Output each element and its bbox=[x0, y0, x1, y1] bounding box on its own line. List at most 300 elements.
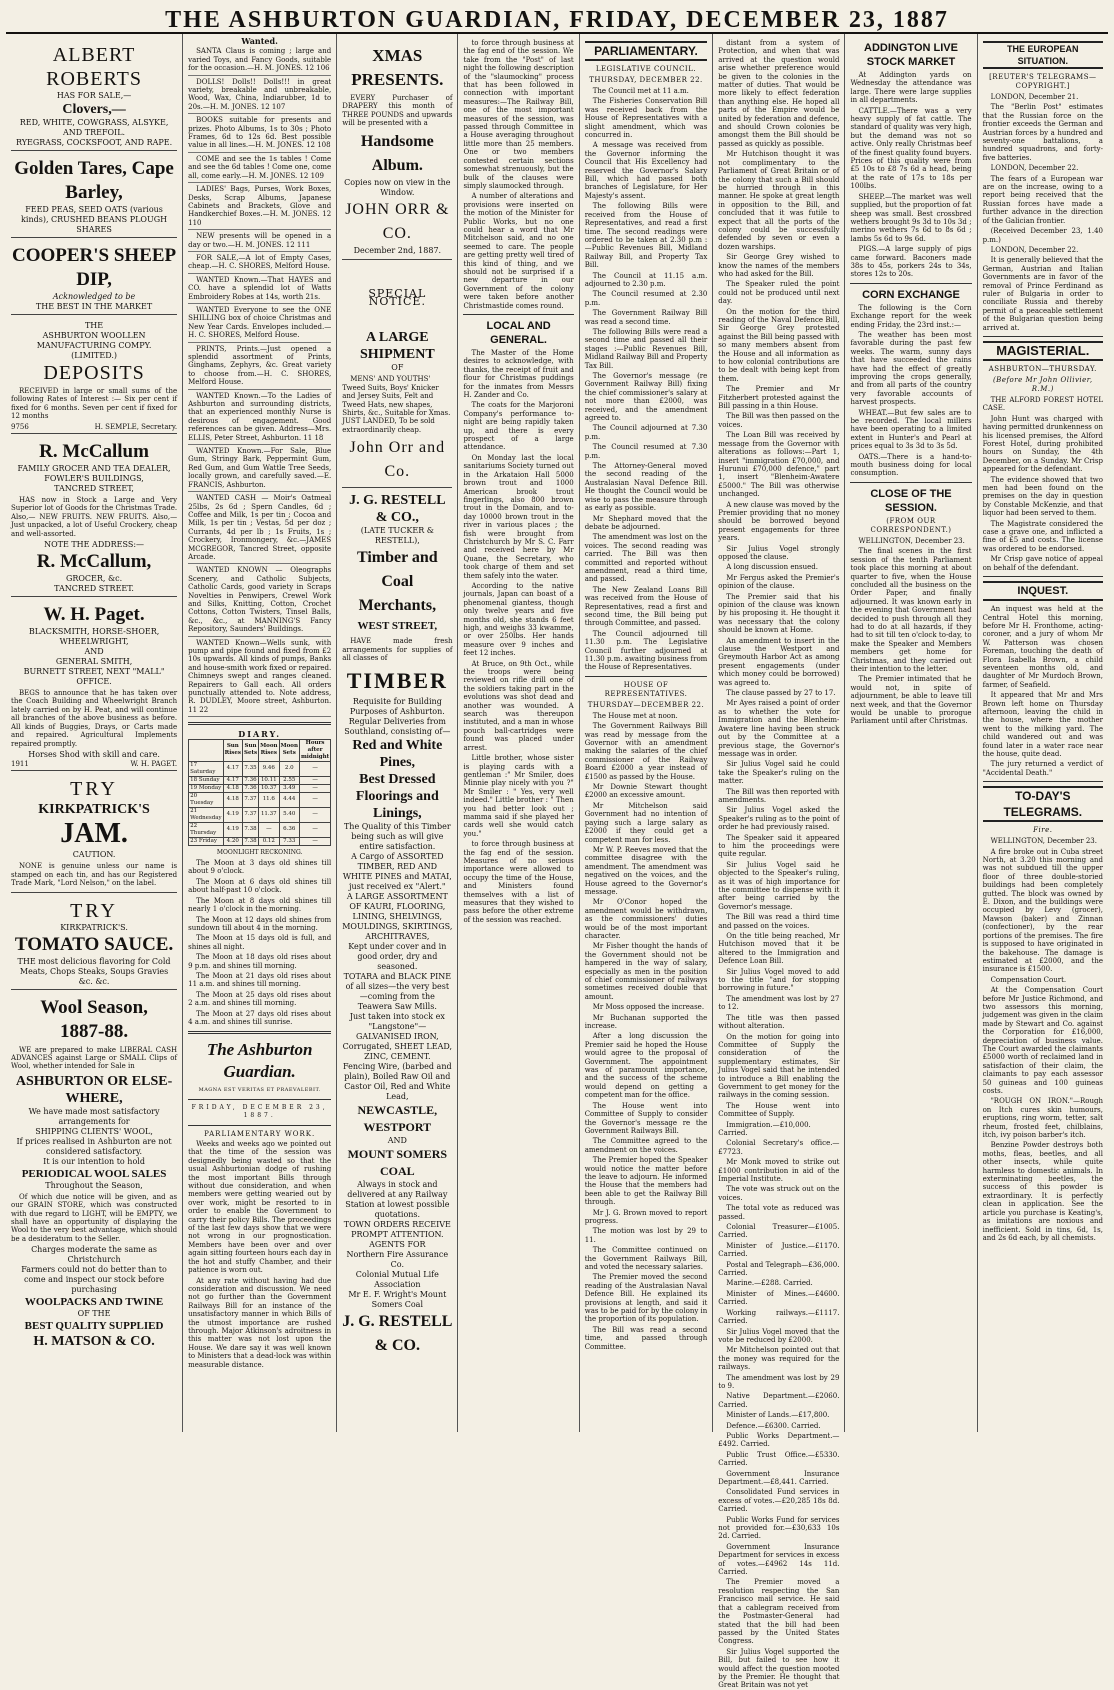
inquest-title: INQUEST. bbox=[983, 581, 1103, 601]
restell-redpine: Red and White Pines, bbox=[352, 737, 443, 770]
divider bbox=[983, 576, 1103, 577]
woollen-line3: MANUFACTURING COMPY. bbox=[36, 341, 152, 350]
mccallum-line2: FOWLER'S BUILDINGS, bbox=[44, 474, 144, 484]
parliamentary-work-continued bbox=[463, 39, 573, 310]
diary-row bbox=[189, 761, 331, 776]
corn-exchange-report bbox=[850, 304, 971, 478]
stock-paragraph: SHEEP.—The market was well supplied, but the proportion of fat sheep was small. Best crossbred wethers brought 9s 3d to 10s 3d ; merino wethers 7s 6d to 8s 6d ; lambs 5s 6d to 9s 6d. bbox=[850, 192, 972, 243]
proceedings-paragraph: The Council resumed at 7.30 p.m. bbox=[584, 443, 708, 460]
proceedings-paragraph: The following Bills were read a second time and passed all their stages :—Public Revenues Bill, Midland Railway Bill and Property Tax Bill. bbox=[584, 327, 708, 370]
sauce-name: KIRKPATRICK'S. bbox=[60, 922, 128, 932]
moonlight-item: The Moon at 18 days old rises about 9 p.m. and shines till morning. bbox=[188, 953, 332, 970]
diary-header-cell: Sun Sets bbox=[242, 739, 258, 761]
roberts-line4: RYEGRASS, COCKSFOOT, AND RAPE. bbox=[15, 138, 173, 147]
divider bbox=[850, 283, 971, 284]
column-markets-session bbox=[845, 34, 977, 1432]
proceedings-paragraph: The Speaker said it appeared to him the proceedings were quite regular. bbox=[718, 833, 840, 859]
session-paragraph: WELLINGTON, December 23. bbox=[858, 536, 965, 545]
nameplate: The Ashburton Guardian. bbox=[206, 1040, 313, 1082]
proceedings-paragraph: Government Insurance Department.—£8,441. Carried. bbox=[718, 1469, 840, 1486]
corn-paragraph: The following is the Corn Exchange report for the week ending Friday, the 23rd inst.:— bbox=[850, 303, 972, 329]
moonlight-item: The Moon at 12 days old shines from sundown till about 4 in the morning. bbox=[188, 915, 332, 932]
wool-line9: Charges moderate the same as Christchurch bbox=[31, 1245, 158, 1265]
diary-cell: 4.19 bbox=[223, 822, 242, 837]
moonlight-title: MOONLIGHT RECKONING. bbox=[216, 848, 303, 856]
european-situation-article bbox=[983, 93, 1103, 332]
euro-paragraph: (Received December 23, 1.40 p.m.) bbox=[982, 227, 1103, 244]
restell-agent3: Mr E. F. Wright's Mount Somers Coal bbox=[348, 1289, 447, 1309]
proceedings-paragraph: The Committee agreed to the amendment on the voices. bbox=[584, 1137, 708, 1154]
proceedings-paragraph: Public Works Fund for services not provided for.—£30,633 10s 2d. Carried. bbox=[718, 1515, 840, 1541]
stock-market-report bbox=[850, 71, 971, 279]
local-item: The Master of the Home desires to acknowledge, with thanks, the receipt of fruit and flour for Christmas puddings for the inmates from Messrs H. Zander and Co. bbox=[463, 349, 574, 400]
proceedings-paragraph: The House went into Committee of Supply to consider the Governor's message re the Government Railways Bill. bbox=[584, 1101, 708, 1135]
xmas-album: Handsome Album. bbox=[360, 132, 434, 174]
sauce-line2: Meats, Chops Steaks, Soups Gravies bbox=[19, 966, 169, 976]
proceedings-paragraph: Colonial Treasurer—£1005. Carried. bbox=[718, 1223, 840, 1240]
diary-cell: 9.46 bbox=[259, 761, 279, 776]
diary-table bbox=[188, 739, 331, 846]
paget-num: 1911 bbox=[11, 759, 29, 768]
ad-golden-tares bbox=[11, 155, 177, 238]
proceedings-paragraph: The title was then passed without alteration. bbox=[718, 1013, 840, 1031]
restell-taken: Just taken into stock ex "Langstone"— GALVANISED IRON, Corrugated, SHEET LEAD, ZINC, CEMENT. bbox=[342, 1011, 453, 1061]
proceedings-paragraph: On the title being reached, Mr Hutchison moved that it be altered to the Immigration and Defence Loan Bill. bbox=[718, 932, 840, 966]
diary-body bbox=[189, 761, 331, 845]
shipment-body: MENS' AND YOUTHS' Tweed Suits, Boys' Knicker and Jersey Suits, Felt and Tweed Hats, new shapes, Shirts, &c., Suitable for Xmas. JUST LANDED, To be sold extraordinarily cheap. bbox=[342, 375, 451, 434]
proceedings-paragraph: Minister of Justice.—£1170. Carried. bbox=[718, 1241, 840, 1259]
diary-cell: 4.17 bbox=[223, 761, 242, 776]
inquest-article bbox=[983, 605, 1103, 777]
proceedings-paragraph: The New Zealand Loans Bill was received from the House of Representatives, read a first and second time, the Bill being put through Committee, and passed. bbox=[584, 585, 708, 628]
diary-cell: 21 Wednesday bbox=[190, 807, 222, 821]
xmas-title: XMAS PRESENTS. bbox=[351, 46, 444, 89]
column-local-general bbox=[458, 34, 579, 1432]
proceedings-paragraph: The House met at noon. bbox=[592, 711, 678, 720]
house-proceedings-continued bbox=[718, 39, 839, 1690]
diary-cell: 7.38 bbox=[242, 822, 258, 837]
proceedings-paragraph: Mr Shephard moved that the debate be adjourned. bbox=[584, 514, 708, 531]
restell-quality: The Quality of this Timber being such as will give entire satisfaction. bbox=[343, 821, 451, 851]
restell-req: Requisite for Building Purposes of Ashburton. bbox=[349, 696, 445, 716]
proceedings-paragraph: Sir Julius Vogel moved that the vote be reduced by £2000. bbox=[718, 1327, 840, 1344]
restell-coalbody: Always in stock and delivered at any Railway Station at lowest possible quotations. bbox=[345, 1179, 450, 1219]
proceedings-paragraph: The Attorney-General moved the second reading of the Australasian Naval Defence Bill. He thought the Council would be wise to pass the measure through as early as possible. bbox=[584, 462, 708, 513]
proceedings-paragraph: Mr Mitchelson pointed out that the money was required for the railways. bbox=[718, 1346, 840, 1372]
close-sub: (FROM OUR CORRESPONDENT.) bbox=[870, 516, 952, 534]
roberts-name: ALBERT ROBERTS bbox=[46, 44, 142, 90]
telegrams-title: TO-DAY'S TELEGRAMS. bbox=[983, 786, 1103, 822]
wool-line1: ASHBURTON OR ELSE- bbox=[15, 1073, 173, 1089]
diary-cell: 10.11 bbox=[259, 776, 279, 784]
proceedings-paragraph: The Government Railways Bill was read by message from the Governor with an amendment making the salaries of the chief commissioner of the Railway Board £2000 a year instead of £1500 as passed by the House. bbox=[584, 722, 708, 781]
column-wanted-diary bbox=[183, 34, 337, 1432]
column-orr-restell bbox=[337, 34, 458, 1432]
diary-cell: 7.37 bbox=[242, 792, 258, 807]
proceedings-paragraph: Minister of Mines.—£4600. Carried. bbox=[718, 1289, 840, 1307]
proceedings-paragraph: The Premier said that his opinion of the clause was known by his proposing it. He thought it was necessary that the colony should be known at Home. bbox=[718, 592, 840, 635]
deposits-num: 9756 bbox=[11, 422, 29, 431]
stock-paragraph: CATTLE.—There was a very heavy supply of fat cattle. The standard of quality was very high, but the demand was not so active. Only really Christmas beef of the finest quality found buyers. Prices of this quality were from £5 10s to £8 7s 6d a head, being at the rate of 17s to 18s per 100lbs. bbox=[850, 106, 972, 191]
classified-ad: PRINTS, Prints.—Just opened a splendid assortment of Prints, Ginghams, Zephyrs, &c. Great variety to choose from.—H. C. SHORES, Melford House. bbox=[188, 345, 331, 390]
diary-header-cell: Sun Rises bbox=[223, 739, 242, 761]
wool-line12: OF THE bbox=[77, 1309, 111, 1319]
diary-cell: 11.37 bbox=[259, 807, 279, 822]
divider bbox=[983, 781, 1103, 782]
roberts-line3: RED, WHITE, COWGRASS, ALSYKE, AND TREFOIL. bbox=[19, 118, 169, 137]
jam-title: JAM. bbox=[60, 818, 128, 850]
masthead: THE ASHBURTON GUARDIAN, FRIDAY, DECEMBER 23, 1887 bbox=[6, 4, 1108, 34]
diary-cell: 2.55 bbox=[279, 776, 299, 784]
diary-cell: 4.18 bbox=[223, 792, 242, 807]
legislative-council: LEGISLATIVE COUNCIL. bbox=[595, 65, 697, 73]
house-of-reps: HOUSE OF REPRESENTATIVES. bbox=[604, 680, 688, 698]
mccallum-body: HAS now in Stock a Large and Very Superior lot of Goods for the Christmas Trade. Also,— NEW FRUITS. NEW FRUITS. Also,—Just unpacked, a lot of Useful Crockery, cheap and well-assorted. bbox=[11, 496, 178, 538]
classified-ad: COME and see the 1s tables ! Come and see the 6d tables ! Come one, come all, come early.—H. M. JONES. 12 109 bbox=[188, 155, 331, 183]
magisterial-article bbox=[983, 396, 1103, 572]
ad-coopers-sheep-dip bbox=[11, 242, 177, 315]
mccallum-line5: TANCRED STREET. bbox=[54, 584, 134, 594]
proceedings-paragraph: The Government Railway Bill was read a second time. bbox=[584, 309, 708, 326]
inquest-paragraph: An inquest was held at the Central Hotel this morning, before Mr H. Fronthome, acting-coroner, and a jury of whom Mr W. Patterson was chosen Foreman, touching the death of Flora Isabella Brown, a child seventeen months old, and daughter of Mr Murdoch Brown, farmer, of Seafield. bbox=[982, 605, 1103, 689]
session-paragraph: The Premier intimated that he would not, in spite of adjournment, be able to leave till next week, and that the Governor would be unable to prorogue Parliament until after Christmas. bbox=[850, 675, 972, 726]
jam-name: KIRKPATRICK'S bbox=[38, 802, 150, 818]
proceedings-paragraph: Working railways.—£1117. Carried. bbox=[718, 1308, 840, 1326]
xmas-date: December 2nd, 1887. bbox=[353, 245, 442, 255]
ad-wool-season bbox=[11, 994, 177, 1353]
xmas-sig: JOHN ORR & CO. bbox=[345, 200, 450, 242]
diary-cell: 7.33 bbox=[279, 837, 299, 845]
proceedings-paragraph: The Council adjourned till 11.30 p.m. The Legislative Council further adjourned at 11.30 p.m. awaiting business from the House of Representatives. bbox=[584, 629, 708, 672]
proceedings-paragraph: The Council met at 11 a.m. bbox=[592, 87, 689, 95]
telegrams-article bbox=[983, 837, 1103, 1242]
stock-paragraph: At Addington yards on Wednesday the attendance was large. There were large supplies in all departments. bbox=[850, 71, 972, 105]
proceedings-paragraph: The Council adjourned at 7.30 p.m. bbox=[584, 424, 708, 441]
stock-paragraph: PIGS.—A large supply of pigs came forward. Baconers made 38s to 45s, porkers 24s to 34s, stores 12s to 20s. bbox=[850, 245, 972, 279]
wanted-title: Wanted. bbox=[241, 36, 278, 46]
proceedings-paragraph: Defence.—£6300. Carried. bbox=[726, 1421, 821, 1430]
wool-line6: It is our intention to hold bbox=[43, 1156, 145, 1166]
local-item: The coats for the Marjoroni Company's performance to-night are being rapidly taken up, and there is every prospect of a large attendance. bbox=[463, 401, 574, 452]
wool-line7: PERIODICAL WOOL SALES bbox=[21, 1167, 167, 1180]
xmas-note: Copies now on view in the Window. bbox=[344, 177, 451, 197]
moonlight-item: The Moon at 3 days old shines till about 9 o'clock. bbox=[188, 859, 332, 876]
mccallum-note: NOTE THE ADDRESS:— bbox=[44, 540, 145, 550]
diary-cell: 23 Friday bbox=[189, 837, 224, 845]
magisterial-before: (Before Mr John Ollivier, R.M.) bbox=[992, 375, 1093, 393]
roberts-clovers: Clovers,— bbox=[62, 102, 126, 117]
legislative-council-proceedings bbox=[585, 87, 708, 672]
diary-cell: 2.0 bbox=[279, 761, 299, 776]
euro-paragraph: The fears of a European war are on the increase, owing to a report being received that the Russian forces have made a further advance in the direction of the Galician frontier. bbox=[982, 174, 1103, 225]
classified-ad: WANTED Known—Wells sunk, with pump and pipe found and fixed from £2 10s upwards. All kinds of pumps, Banks and house-smith work fixed or repaired. Chimneys swept and ranges cleaned. Repairers to Gall each. All orders punctually attended to. Note address, R. DUDLEY, Moore street, Ashburton. 11 22 bbox=[188, 639, 331, 718]
local-item: On Monday last the local sanitariums Society turned out in the Arkataion Hall 5000 brown trout and 1000 American brook trout fingerlings, also 800 brown trout in the Domain, and to-day 10000 brown trout in the river in various places ; the fish were brought from Christchurch by Mr S. C. Farr and received here by Mr Quane, the Secretary, who took charge of them and set them safely into the water. bbox=[463, 453, 574, 580]
proceedings-paragraph: The Speaker ruled the point could not be produced until next day. bbox=[718, 280, 840, 306]
diary-header-cell bbox=[189, 739, 224, 761]
paget-footer bbox=[11, 760, 177, 768]
divider bbox=[188, 1099, 331, 1100]
wool-line10: Farmers could not do better than to come and inspect our stock before purchasing bbox=[21, 1265, 167, 1295]
proceedings-paragraph: The amendment was lost on the voices. The second reading was carried. The Bill was then committed and reported without amendment, read a third time, and passed. bbox=[584, 533, 708, 584]
magisterial-paragraph: THE ALFORD FOREST HOTEL CASE. bbox=[982, 395, 1103, 413]
diary-row bbox=[189, 784, 331, 792]
magisterial-paragraph: John Hunt was charged with having permitted drunkenness on his licensed premises, the Alford Forest Hotel, during prohibited hours on Sunday, the 4th December, on a Sunday. Mr Crisp appeared for the defendant. bbox=[982, 414, 1103, 474]
restell-agent2: Colonial Mutual Life Association bbox=[355, 1269, 439, 1289]
special-notice: SPECIAL NOTICE. bbox=[368, 286, 427, 309]
diary-cell: — bbox=[299, 776, 330, 784]
divider bbox=[188, 1031, 331, 1034]
tares-title: Golden Tares, Cape Barley, bbox=[14, 158, 174, 203]
magisterial-title: MAGISTERIAL. bbox=[983, 341, 1103, 361]
restell-best: Best Dressed Floorings and Linings, bbox=[355, 771, 439, 821]
wool-years: 1887-88. bbox=[60, 1020, 129, 1042]
proceedings-paragraph: Mr O'Conor hoped the amendment would be withdrawn, as the commissioners' duties would be of the most important character. bbox=[584, 898, 708, 940]
diary-cell: 19 Monday bbox=[190, 784, 222, 791]
shipment-title: A LARGE SHIPMENT bbox=[359, 330, 435, 363]
paget-line1: BLACKSMITH, HORSE-SHOER, WHEELWRIGHT, bbox=[28, 627, 160, 647]
proceedings-paragraph: A long discussion ensued. bbox=[726, 563, 818, 572]
proceedings-paragraph: Colonial Secretary's office.—£7723. bbox=[718, 1139, 840, 1156]
diary-cell: 4.18 bbox=[223, 784, 242, 792]
lc-date: THURSDAY, DECEMBER 22. bbox=[589, 76, 703, 84]
proceedings-paragraph: Public Trust Office.—£5330. Carried. bbox=[718, 1450, 840, 1468]
classified-ad: DOLLS! Dolls!! Dolls!!! in great variety, breakable and unbreakable, Wood, Wax, China, Indiarubber, 1d to 20s.—H. M. JONES. 12 107 bbox=[188, 78, 331, 115]
restell-totara: TOTARA and BLACK PINE of all sizes—the very best—coming from the Teawera Saw Mills. bbox=[343, 971, 452, 1011]
dateline: FRIDAY, DECEMBER 23, 1887. bbox=[191, 1103, 328, 1120]
tares-line: FEED PEAS, SEED OATS (various kinds), CRUSHED BEANS PLOUGH SHARES bbox=[21, 205, 168, 234]
proceedings-paragraph: The House went into Committee of Supply. bbox=[718, 1101, 840, 1119]
jam-body: NONE is genuine unless our name is stamped on each tin, and has our Registered Trade Mark, "Lord Nelson," on the label. bbox=[11, 862, 178, 888]
classified-ad: WANTED Known.—That HAYES and CO. have a splendid lot of Watts Embroidery Robes at 14s, worth 21s. bbox=[188, 276, 331, 304]
euro-paragraph: LONDON, December 21. bbox=[990, 93, 1079, 101]
proceedings-paragraph: The Committee continued on the Government Railways Bill, and voted the necessary salaries. bbox=[584, 1246, 708, 1271]
diary-cell: — bbox=[299, 784, 330, 792]
paget-body: BEGS to announce that he has taken over the Coach Building and Wheelwright Branch lately carried on by H. Peat, and will continue all branches of the above business as before. All kinds of Buggies, Drays, or Carts made and repaired. Agricultural Implements repaired promptly. bbox=[11, 689, 178, 748]
wool-line5: If prices realised in Ashburton are not considered satisfactory. bbox=[16, 1136, 172, 1156]
magisterial-paragraph: The evidence showed that two men had been found on the premises on the day in question by Constable McKenzie, and that liquor had been served to them. bbox=[982, 475, 1103, 518]
wanted-ads-list bbox=[188, 47, 331, 717]
proceedings-paragraph: Minister of Lands.—£17,800. bbox=[726, 1411, 830, 1420]
telegram-paragraph: A fire broke out in Cuba street North, at 3.20 this morning and was not subdued till the upper floor of three double-storied buildings had been completely gutted. The block was owned by E. Dixon, and the buildings were occupied by Levy (grocer), Mawson (baker) and Zinnan (confectioner), by the rear portions of the premises. The fire is supposed to have originated in the bakehouse. The damage is estimated at £2000, and the insurance is £1500. bbox=[982, 847, 1103, 974]
column-advertisements-1 bbox=[6, 34, 183, 1432]
diary-cell: 6.36 bbox=[279, 822, 299, 837]
proceedings-paragraph: The Fisheries Conservation Bill was received back from the House of Representatives with a slight amendment, which was concurred in. bbox=[584, 97, 708, 140]
cooper-title: COOPER'S SHEEP DIP, bbox=[11, 245, 177, 290]
hr-date: THURSDAY—DECEMBER 22. bbox=[587, 700, 705, 709]
classified-ad: WANTED KNOWN — Oleographs Scenery, and Catholic Subjects, Catholic Cards, good variety in Scraps Novelties in Penwipers, Crewel Work and Silks, Knitting, Cotton, Crochet Cottons, Cotton Twisters, Tinsel Balls, &c., &c., at MANNING'S Fancy Repository, Saunders' Buildings. bbox=[188, 566, 331, 636]
article-paragraph: A number of alterations and provisions were inserted on the motion of the Minister for Public Works, but no one could hear a word that Mr Mitchelson said, and no one seemed to care. The people are getting pretty well tired of this kind of thing, and we should not be surprised if a new departure in our Government of the colony were taken before another Christmastide comes round. bbox=[463, 192, 574, 310]
roberts-line1: HAS FOR SALE,— bbox=[56, 91, 132, 100]
proceedings-paragraph: Sir Julius Vogel strongly opposed the clause. bbox=[718, 544, 840, 561]
local-item: According to the native journals, Japan can boast of a phenomenal giantess, though only twelve years and five months old, she stands 6 feet high, and weighs 33 kwamme, or over 250lbs. Her hands measure over 9 inches and feet 12 inches. bbox=[463, 581, 574, 658]
paget-line5: Horses Shod with skill and care. bbox=[28, 749, 160, 759]
diary-cell: 3.49 bbox=[279, 784, 299, 792]
euro-sub: [REUTER'S TELEGRAMS—COPYRIGHT.] bbox=[989, 73, 1097, 90]
column-parliamentary bbox=[580, 34, 714, 1432]
proceedings-paragraph: Mr Buchanan supported the increase. bbox=[584, 1013, 708, 1031]
proceedings-paragraph: Mr W. P. Reeves moved that the committee disagree with the amendment. The amendment was negatived on the voices, and the House agreed to the Governor's message. bbox=[584, 845, 708, 896]
proceedings-paragraph: The amendment was lost by 27 to 12. bbox=[718, 994, 840, 1012]
diary-cell: 7.36 bbox=[244, 776, 257, 783]
restell-coal: MOUNT SOMERS COAL bbox=[347, 1146, 448, 1178]
proceedings-paragraph: Mr Mitchelson said Government had no intention of paying such a large salary as £2000 if they could get a competent man for less. bbox=[584, 801, 708, 844]
column-proceedings-markets bbox=[713, 34, 845, 1690]
telegram-paragraph: Benzine Powder destroys both moths, fleas, beetles, and all other insects, while quite harmless to domestic animals. In exterminating beetles, the success of this powder is extraordinary. It is perfectly clean in application. See the article you purchase is Keating's, as imitations are noxious and inefficient. Sold in tins, 6d, 1s, and 2s 6d each, by all chemists. bbox=[982, 1141, 1103, 1242]
euro-paragraph: The "Berlin Post" estimates that the Russian force on the frontier exceeds the German and Austrian forces by a hundred and seventy-one battalions, a hundred squadrons, and forty-five batteries. bbox=[982, 103, 1103, 162]
diary-cell: — bbox=[299, 837, 330, 845]
proceedings-paragraph: Sir George Grey wished to know the names of the members who had asked for the Bill. bbox=[718, 253, 840, 278]
mccallum-line1: FAMILY GROCER AND TEA DEALER, bbox=[17, 464, 171, 474]
deposits-sig: H. SEMPLE, Secretary. bbox=[94, 422, 178, 431]
house-proceedings bbox=[585, 712, 708, 1351]
shipment-of: OF bbox=[391, 363, 404, 373]
proceedings-paragraph: The clause passed by 27 to 17. bbox=[726, 689, 836, 698]
moonlight-item: The Moon at 27 days old rises about 4 a.m. and shines till sunrise. bbox=[188, 1009, 332, 1026]
proceedings-paragraph: Mr Ayes raised a point of order as to whether the vote for Immigration and the Blenheim-Awatere line having been struck out by the Committee at a previous stage, the Governor's message was in order. bbox=[718, 699, 840, 758]
diary-cell: — bbox=[299, 807, 330, 822]
diary-cell: 20 Tuesday bbox=[189, 792, 224, 807]
wool-line4: SHIPPING CLIENTS' WOOL, bbox=[35, 1126, 153, 1136]
diary-header-cell: Moon Sets bbox=[279, 739, 299, 761]
ad-mccallum bbox=[11, 438, 177, 597]
proceedings-paragraph: A message was received from the Governor informing the Council that His Excellency had reserved the Governor's Salary Bill, which had passed both branches of Legislature, for Her Majesty's assent. bbox=[584, 141, 708, 200]
article-paragraph: to force through business at the fag end of the session. We take from the "Post" of last night the following description of the "slaumocking" process that has been followed in connection with important measures:—The Railway Bill, one of the most important measures of the session, was passed through Committee in a House averaging throughout little more than 25 members. One or two members contested certain sections somewhat strenuously, but the bulk of the clauses were simply slaumocked through. bbox=[463, 39, 574, 190]
session-paragraph: The final scenes in the first session of the tenth Parliament took place this morning at about quarter to five, when the House concluded all the business on the Order Paper, and finally adjourned. It was known early in the evening that Government had decided to push through all they had to do at all hazards, if they had to sit till ten o'clock to-day, to make the Speaker and Members members get home for Christmas, and they carried out their intention to the letter. bbox=[850, 547, 972, 673]
restell-fencing: Fencing Wire, (barbed and plain), Boiled Raw Oil and Castor Oil, Red and White Lead, bbox=[343, 1061, 452, 1101]
proceedings-paragraph: Sir Julius Vogel said he objected to the Speaker's ruling, as it was of high importance for the committee to dispense with it after being carried by the Governor's message. bbox=[718, 860, 840, 911]
shipment-sig: John Orr and Co. bbox=[349, 439, 446, 481]
parliamentary-title: PARLIAMENTARY. bbox=[585, 41, 708, 61]
cooper-line1: Acknowledged to be bbox=[52, 292, 136, 301]
woollen-line2: ASHBURTON WOOLLEN bbox=[42, 331, 146, 340]
restell-timber: TIMBER bbox=[346, 667, 448, 693]
article-paragraph: At any rate without having had due consideration and discussion. We need not go further than the Government Railways Bill for an instance of the unsatisfactory manner in which Bills of the utmost importance are rushed through. Major Atkinson's adroitness in this matter was not lost upon the House. We dare say it was well known to Ministers that a dead-lock was within measurable distance. bbox=[188, 1276, 332, 1369]
proceedings-paragraph: On the motion for the third reading of the Naval Defence Bill, Sir George Grey protested against the Bill being passed with so many members absent from the House and all information as to how colonial contributions are to be dealt with being kept from them. bbox=[718, 307, 840, 383]
ad-restell-timber bbox=[342, 492, 452, 1357]
cooper-line2: THE BEST IN THE MARKET bbox=[35, 302, 153, 311]
inquest-paragraph: The jury returned a verdict of "Accidental Death." bbox=[982, 760, 1103, 777]
diary-cell: 4.19 bbox=[223, 807, 242, 822]
ad-large-shipment bbox=[342, 326, 452, 488]
divider bbox=[463, 314, 573, 315]
diary-cell: 7.36 bbox=[244, 784, 257, 791]
restell-sub: (LATE TUCKER & RESTELL), bbox=[360, 526, 434, 546]
columns bbox=[6, 34, 1108, 1690]
proceedings-paragraph: Mr Fisher thought the hands of the Government should not be hampered in the way of salary, especially as men in the position of chief commissioner of railways sometimes received double that amount. bbox=[584, 942, 708, 1001]
proceedings-paragraph: Postal and Telegraph—£36,000. Carried. bbox=[718, 1260, 840, 1278]
moonlight-list bbox=[188, 859, 331, 1026]
proceedings-paragraph: The Premier and Mr Fitzherbert protested against the Bill passing in a thin House. bbox=[718, 385, 840, 411]
restell-body: HAVE made fresh arrangements for supplies of all classes of bbox=[342, 637, 453, 663]
article-paragraph: Weeks and weeks ago we pointed out that the time of the session was designedly being wasted so that the usual Ashburtonian dodge of rushing the most important Bills through without due consideration, and when members were getting wearied out by over work, might be resorted to in order to enable the Government to carry their policy Bills. The proceedings of the last few days show that we were not wrong in our prognostication. Members have been over and over again sitting fourteen hours each day in the hot and stuffy Chamber, and their patience is worn out. bbox=[188, 1140, 332, 1275]
diary-cell: 10.37 bbox=[259, 784, 279, 792]
diary-cell: 7.37 bbox=[242, 807, 258, 822]
mccallum-line4: GROCER, &c. bbox=[65, 574, 123, 584]
classified-ad: WANTED Known.—To the Ladies of Ashburton and surrounding districts, that an experienced monthly Nurse is desirous of engagement. Good references can be given. Address—Mrs. ELLIS, Peter Street, Ashburton. 11 18 bbox=[188, 392, 331, 445]
local-general-list bbox=[463, 349, 573, 838]
jam-caution: CAUTION. bbox=[72, 850, 116, 860]
ad-woollen-deposits bbox=[11, 319, 177, 434]
wool-body: WE are prepared to make LIBERAL CASH ADVANCES against Large or SMALL Clips of Wool, whether intended for Sale in bbox=[11, 1045, 178, 1071]
diary-header-row bbox=[189, 739, 331, 761]
restell-westport: WESTPORT bbox=[363, 1119, 432, 1134]
proceedings-paragraph: Government Insurance Department for services in excess of votes.—£4962 14s 11d. Carried. bbox=[718, 1542, 840, 1577]
classified-ad: FOR SALE,—A lot of Empty Cases, cheap.—H. C. SHORES, Melford House. bbox=[188, 254, 331, 274]
sauce-try: TRY bbox=[70, 899, 118, 922]
wool-line13: BEST QUALITY SUPPLIED bbox=[24, 1320, 164, 1333]
paget-name: W. H. Paget. bbox=[43, 604, 145, 626]
wool-line11: WOOLPACKS AND TWINE bbox=[24, 1296, 164, 1309]
proceedings-paragraph: Mr J. G. Brown moved to report progress. bbox=[584, 1208, 708, 1225]
classified-ad: WANTED Everyone to see the ONE SHILLING box of choice Christmas and New Year Cards. Envelopes included.—H. C. SHORES, Melford House. bbox=[188, 306, 331, 343]
proceedings-paragraph: Sir Julius Vogel moved to add to the title "and for stopping borrowing in future." bbox=[718, 967, 840, 993]
close-title: CLOSE OF THE SESSION. bbox=[870, 487, 952, 514]
paget-line2: AND bbox=[84, 647, 104, 657]
telegram-paragraph: At the Compensation Court before Mr Justice Richmond, and two assessors this morning, judgement was given in the claim made by Stewart and Co. against the Corporation for £16,000, depreciation of business value. The Court awarded the claimants £5000 worth of reclaimed land in satisfaction of their claim, the claimants to pay each assessor 50 guineas and 100 guineas costs. bbox=[982, 986, 1103, 1095]
telegram-paragraph: "ROUGH ON IRON."—Rough on Itch cures skin humours, eruptions, ring worm, tetter, salt rheum, frosted feet, chilblains, itch, ivy poison barber's itch. bbox=[982, 1097, 1103, 1140]
diary-row bbox=[189, 822, 331, 837]
moonlight-item: The Moon at 21 days old rises about 11 a.m. and shines till morning. bbox=[188, 971, 332, 989]
proceedings-paragraph: The Premier hoped the Speaker would notice the matter before the leave to adjourn. He informed the House that the members had been able to get the Railway Bill through. bbox=[584, 1156, 708, 1207]
proceedings-paragraph: Mr Hutchison thought it was not complimentary to the Parliament of Great Britain or of the colony that such a Bill should be hurried through in this manner. He spoke at great length in opposition to the Bill, and concluded that it was futile to expect that all the ports of the colony could be successfully defended by seven or even a dozen warships. bbox=[718, 150, 840, 251]
corn-title: CORN EXCHANGE bbox=[862, 288, 960, 301]
diary-row bbox=[189, 837, 331, 845]
moonlight-item: The Moon at 15 days old is full, and shines all night. bbox=[188, 934, 332, 951]
mccallum-line3: TANCRED STREET, bbox=[54, 484, 134, 494]
proceedings-paragraph: Mr Downie Stewart thought £2000 an excessive amount. bbox=[584, 783, 708, 800]
restell-name: J. G. RESTELL & CO., bbox=[349, 493, 446, 526]
pw-title: PARLIAMENTARY WORK. bbox=[204, 1129, 316, 1138]
local-general-title: LOCAL AND GENERAL. bbox=[486, 320, 551, 346]
wool-title: Wool Season, bbox=[40, 996, 148, 1018]
classified-ad: BOOKS suitable for presents and prizes. Photo Albums, 1s to 30s ; Photo Frames, 6d to 12s 6d. Best possible value in all lines.—H. M. JONES. 12 108 bbox=[188, 116, 331, 153]
proceedings-paragraph: The Council at 11.15 a.m. adjourned to 2.30 p.m. bbox=[584, 271, 708, 288]
proceedings-paragraph: An amendment to insert in the clause the Westport and Greymouth Harbor Act as among present engagements (under which money could be borrowed) was agreed to. bbox=[718, 636, 840, 687]
proceedings-paragraph: The total vote as reduced was passed. bbox=[718, 1204, 840, 1221]
paget-line4: BURNETT STREET, NEXT "MALL" OFFICE. bbox=[23, 667, 165, 687]
classified-ad: LADIES' Bags, Purses, Work Boxes, Desks, Scrap Albums, Japanese Cabinets and Brackets, Glove and Handkerchief Boxes.—H. M. JONES. 12 110 bbox=[188, 185, 331, 230]
proceedings-paragraph: Consolidated Fund services in excess of votes.—£20,285 18s 8d. Carried. bbox=[718, 1488, 840, 1514]
restell-street: WEST STREET, bbox=[357, 620, 438, 633]
xmas-body: EVERY Purchaser of DRAPERY this month of THREE POUNDS and upwards will be presented with a bbox=[342, 94, 453, 128]
diary-cell: 7.35 bbox=[242, 761, 258, 776]
diary-row bbox=[189, 776, 331, 784]
classified-ad: WANTED Known.—For Sale, Blue Gum, Stringy Bark, Peppermint Gum, Red Gum, and Gum Wattle Tree Seeds, locally grown, and carefully saved.—E. FRANCIS, Ashburton. bbox=[188, 447, 331, 492]
proceedings-paragraph: On the motion for going into Committee of Supply the consideration of the supplementary estimates, Sir Julius Vogel said that he intended to introduce a Bill enabling the Government to get money for the railways in the coming session. bbox=[718, 1032, 840, 1100]
diary-cell: 11.6 bbox=[259, 792, 279, 807]
proceedings-paragraph: Immigration.—£10,000. Carried. bbox=[718, 1120, 811, 1137]
sauce-title: TOMATO SAUCE. bbox=[14, 933, 174, 955]
restell-large: A LARGE ASSORTMENT OF KAURI, FLOORING, LINING, SHELVINGS, MOULDINGS, SKIRTINGS, ARCHITRAVES, bbox=[342, 891, 453, 941]
woollen-line4: (LIMITED.) bbox=[71, 351, 118, 360]
proceedings-paragraph: The amendment was lost by 29 to 9. bbox=[718, 1373, 840, 1390]
restell-reg: Regular Deliveries from Southland, consisting of— bbox=[344, 716, 451, 736]
wool-body2: Of which due notice will be given, and as our GRAIN STORE, which was constructed with due regard to LIGHT, will be EMPTY, we shall have an opportunity of displaying the Wool to the very best advantage, which should be a desideratum to the Seller. bbox=[11, 1192, 178, 1243]
restell-agent1: Northern Fire Assurance Co. bbox=[346, 1249, 449, 1269]
proceedings-paragraph: The Bill was read a second time, and passed through Committee. bbox=[584, 1325, 708, 1351]
inquest-paragraph: It appeared that Mr and Mrs Brown left home on Thursday afternoon, leaving the child in the house, where the mother went to the milking yard. The child wandered out and was found later in a water race near the house, quite dead. bbox=[982, 691, 1103, 758]
proceedings-paragraph: The Loan Bill was received by message from the Governor with alterations as follows:—Part 1, insert "immigration £70,000, and Hurunui £70,000 defence," part 1, insert "Blenheim-Awatere £5000." The Bill was otherwise unchanged. bbox=[718, 431, 840, 499]
moonlight-item: The Moon at 8 days old shines till nearly 1 o'clock in the morning. bbox=[188, 896, 332, 914]
magisterial-sub: ASHBURTON—THURSDAY. bbox=[988, 364, 1097, 373]
proceedings-paragraph: Mr Fergus asked the Premier's opinion of the clause. bbox=[718, 573, 840, 591]
euro-paragraph: LONDON, December 22. bbox=[990, 164, 1079, 173]
wool-sig: H. MATSON & CO. bbox=[33, 1334, 155, 1350]
proceedings-paragraph: A new clause was moved by the Premier providing that no money should be borrowed beyond present engagements for three years. bbox=[718, 500, 840, 543]
proceedings-paragraph: Sir Julius Vogel supported the Bill, but failed to see how it would affect the question mooted by the Premier. He thought that Great Britain was not yet bbox=[718, 1647, 840, 1690]
diary-row bbox=[189, 807, 331, 822]
restell-and: AND bbox=[387, 1135, 407, 1145]
